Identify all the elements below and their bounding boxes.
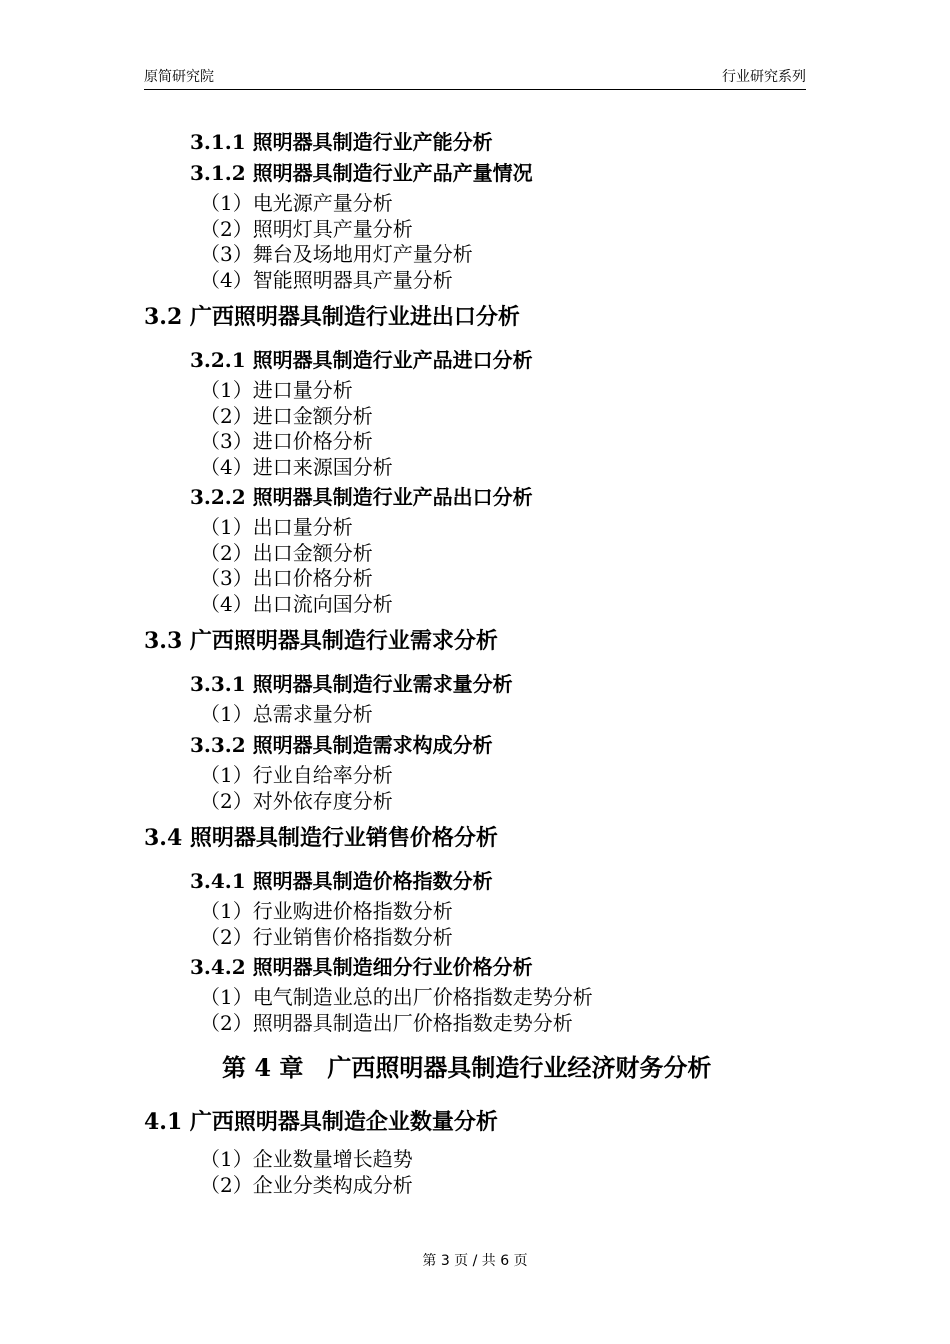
toc-heading-3-2-2: 3.2.2 照明器具制造行业产品出口分析	[190, 485, 533, 509]
toc-item: （2）照明器具制造出厂价格指数走势分析	[200, 1011, 573, 1035]
toc-item: （3）舞台及场地用灯产量分析	[200, 242, 473, 266]
toc-item: （2）对外依存度分析	[200, 789, 393, 813]
toc-heading-3-3-2: 3.3.2 照明器具制造需求构成分析	[190, 733, 493, 757]
header-divider	[144, 89, 806, 90]
toc-item: （1）电光源产量分析	[200, 191, 393, 215]
toc-heading-3-2-1: 3.2.1 照明器具制造行业产品进口分析	[190, 348, 533, 372]
toc-heading-3-4: 3.4 照明器具制造行业销售价格分析	[144, 825, 498, 851]
toc-item: （4）进口来源国分析	[200, 455, 393, 479]
header-series-name: 行业研究系列	[722, 69, 806, 85]
toc-chapter-4: 第 4 章 广西照明器具制造行业经济财务分析	[222, 1053, 712, 1082]
toc-heading-3-3-1: 3.3.1 照明器具制造行业需求量分析	[190, 672, 513, 696]
toc-item: （1）出口量分析	[200, 515, 353, 539]
toc-item: （2）照明灯具产量分析	[200, 217, 413, 241]
toc-item: （1）进口量分析	[200, 378, 353, 402]
toc-item: （1）总需求量分析	[200, 702, 373, 726]
toc-item: （1）行业自给率分析	[200, 763, 393, 787]
toc-item: （2）行业销售价格指数分析	[200, 925, 453, 949]
toc-item: （1）电气制造业总的出厂价格指数走势分析	[200, 985, 593, 1009]
toc-heading-4-1: 4.1 广西照明器具制造企业数量分析	[144, 1109, 498, 1135]
toc-heading-3-3: 3.3 广西照明器具制造行业需求分析	[144, 628, 498, 654]
toc-item: （3）出口价格分析	[200, 566, 373, 590]
page-number: 第 3 页 / 共 6 页	[422, 1253, 528, 1269]
toc-item: （3）进口价格分析	[200, 429, 373, 453]
toc-heading-3-2: 3.2 广西照明器具制造行业进出口分析	[144, 304, 520, 330]
toc-item: （4）出口流向国分析	[200, 592, 393, 616]
toc-heading-3-4-1: 3.4.1 照明器具制造价格指数分析	[190, 869, 493, 893]
toc-heading-3-4-2: 3.4.2 照明器具制造细分行业价格分析	[190, 955, 533, 979]
toc-heading-3-1-2: 3.1.2 照明器具制造行业产品产量情况	[190, 161, 533, 185]
toc-item: （2）企业分类构成分析	[200, 1173, 413, 1197]
toc-item: （4）智能照明器具产量分析	[200, 268, 453, 292]
toc-item: （1）行业购进价格指数分析	[200, 899, 453, 923]
header-org-name: 原简研究院	[144, 69, 214, 85]
toc-item: （1）企业数量增长趋势	[200, 1147, 413, 1171]
toc-item: （2）进口金额分析	[200, 404, 373, 428]
toc-heading-3-1-1: 3.1.1 照明器具制造行业产能分析	[190, 130, 493, 154]
toc-item: （2）出口金额分析	[200, 541, 373, 565]
